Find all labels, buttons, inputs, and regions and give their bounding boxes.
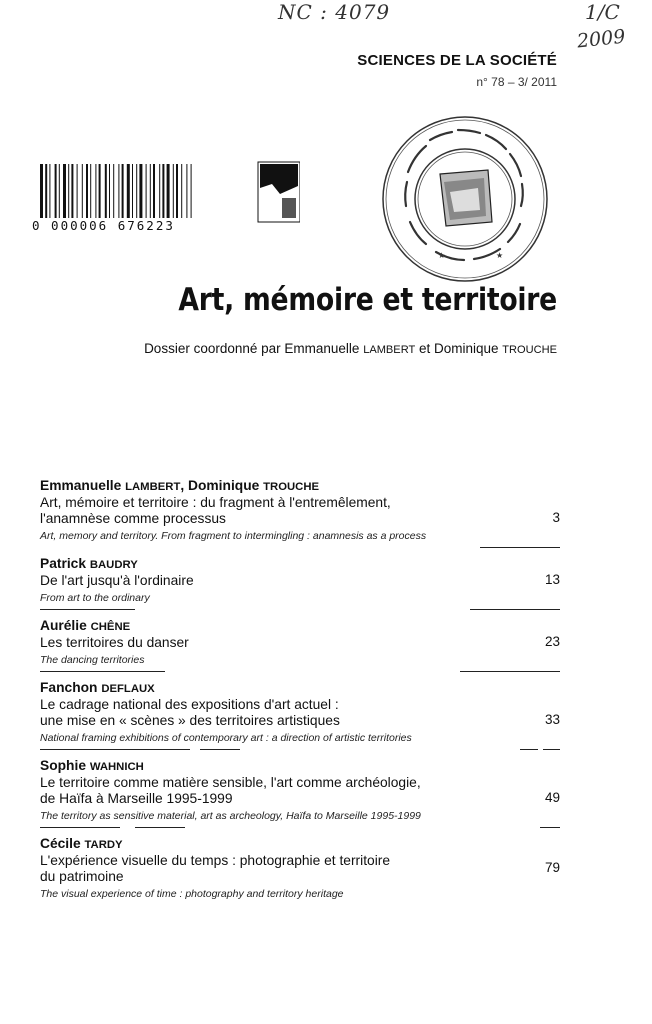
toc-divider (40, 823, 560, 832)
issue-number: n° 78 – 3/ 2011 (476, 75, 557, 89)
subtitle-prefix: Dossier coordonné par Emmanuelle (144, 341, 364, 356)
handwritten-year: 2009 (575, 25, 627, 53)
toc-english-title: National framing exhibitions of contemporary art : a direction of artistic territories (40, 732, 412, 744)
toc-french-title: L'expérience visuelle du temps : photographie et territoire (40, 853, 391, 868)
author-first-name: Emmanuelle (40, 478, 126, 493)
toc-page-number: 13 (544, 572, 560, 587)
toc-french-title: du patrimoine (40, 869, 124, 884)
author-last-name: BAUDRY (89, 559, 138, 571)
toc-authors (40, 758, 560, 775)
author-last-name: TARDY (84, 839, 123, 851)
toc-french-title: une mise en « scènes » des territoires artistiques (40, 713, 340, 728)
author-first-name: Aurélie (40, 618, 91, 633)
toc-entry (40, 618, 560, 676)
svg-text:★: ★ (438, 251, 446, 260)
author-first-name: Patrick (40, 556, 90, 571)
barcode-number: 0 000006 676223 (32, 218, 175, 233)
toc-divider (40, 667, 560, 676)
toc-english-title: From art to the ordinary (40, 592, 150, 604)
toc-french-title: Le cadrage national des expositions d'art actuel : (40, 697, 339, 712)
toc-english-title: Art, memory and territory. From fragment to intermingling : anamnesis as a process (40, 530, 427, 542)
toc-divider (40, 605, 560, 614)
dossier-subtitle (144, 341, 557, 356)
toc-french-title: Les territoires du danser (40, 635, 189, 650)
author-first-name: Sophie (40, 758, 90, 773)
toc-authors (40, 836, 560, 853)
subtitle-name-lambert: LAMBERT (363, 344, 416, 356)
author-last-name: DEFLAUX (101, 683, 155, 695)
toc-divider (40, 745, 560, 754)
toc-french-title: l'anamnèse comme processus (40, 511, 226, 526)
toc-french-title: De l'art jusqu'à l'ordinaire (40, 573, 194, 588)
svg-text:★: ★ (496, 251, 504, 260)
series-title: SCIENCES DE LA SOCIÉTÉ (357, 52, 557, 69)
author-last-name: LAMBERT (125, 481, 181, 493)
toc-authors (40, 680, 560, 697)
toc-authors (40, 556, 560, 573)
author-last-name: WAHNICH (89, 761, 144, 773)
main-title: Art, mémoire et territoire (178, 282, 557, 318)
table-of-contents (40, 478, 560, 901)
author-last-name: CHÊNE (90, 621, 131, 633)
toc-french-title: Art, mémoire et territoire : du fragment à l'entremêlement, (40, 495, 391, 510)
toc-english-title: The dancing territories (40, 654, 145, 666)
toc-english-title: The visual experience of time : photography and territory heritage (40, 888, 344, 900)
toc-authors (40, 478, 560, 495)
subtitle-mid: et Dominique (415, 341, 503, 356)
author-first-name: , Dominique (180, 478, 264, 493)
toc-english-title: The territory as sensitive material, art as archeology, Haïfa to Marseille 1995-1999 (40, 810, 421, 822)
handwritten-fraction: 1/C (585, 0, 620, 24)
toc-page-number: 79 (544, 860, 560, 875)
author-first-name: Cécile (40, 836, 85, 851)
library-stamp-seal (378, 112, 552, 286)
toc-entry (40, 758, 560, 832)
toc-divider (40, 543, 560, 552)
toc-entry (40, 556, 560, 614)
toc-page-number: 33 (544, 712, 560, 727)
toc-entry (40, 680, 560, 754)
toc-entry (40, 478, 560, 552)
handwritten-reference: NC : 4079 (278, 0, 391, 24)
toc-french-title: Le territoire comme matière sensible, l'art comme archéologie, (40, 775, 421, 790)
toc-authors (40, 618, 560, 635)
toc-page-number: 3 (552, 510, 560, 525)
toc-french-title: de Haïfa à Marseille 1995-1999 (40, 791, 233, 806)
toc-entry (40, 836, 560, 901)
toc-page-number: 49 (544, 790, 560, 805)
subtitle-name-trouche: TROUCHE (502, 344, 557, 356)
toc-page-number: 23 (544, 634, 560, 649)
author-last-name: TROUCHE (263, 481, 320, 493)
author-first-name: Fanchon (40, 680, 102, 695)
